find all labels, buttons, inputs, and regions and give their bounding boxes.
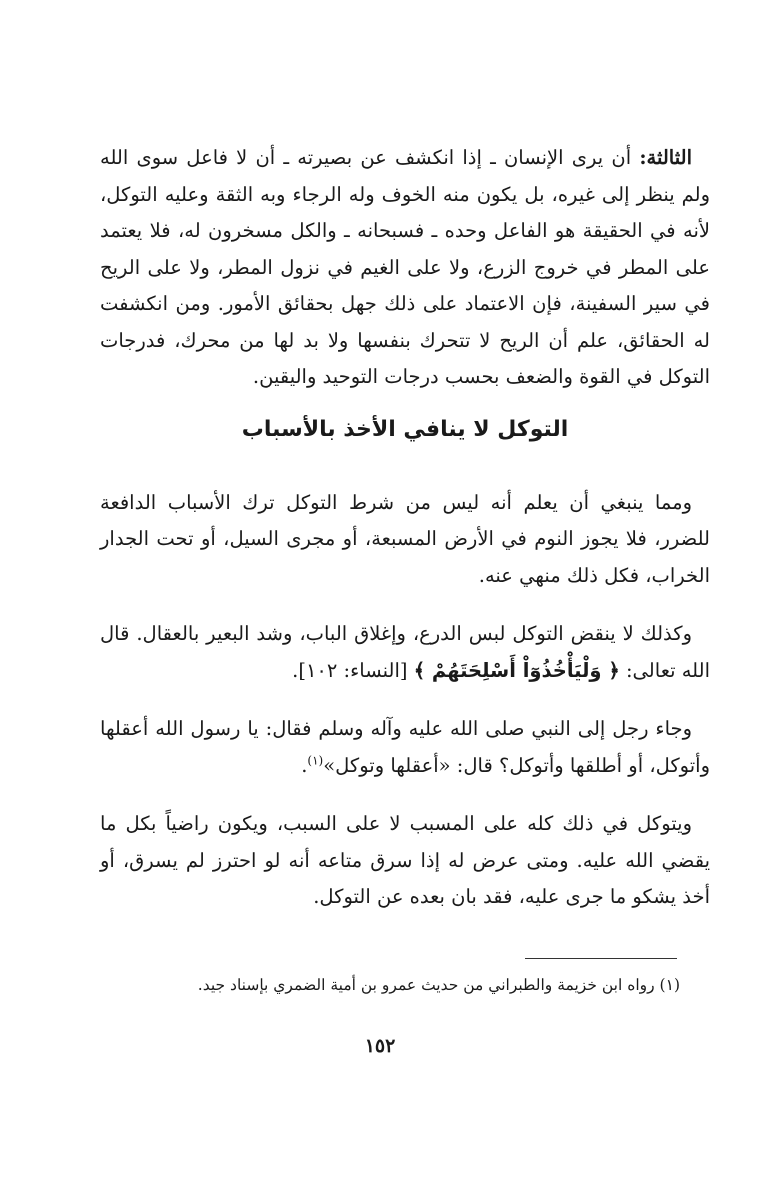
quran-citation: [النساء: ١٠٢].	[292, 658, 408, 682]
paragraph-hadith	[100, 711, 710, 784]
section-heading: التوكل لا ينافي الأخذ بالأسباب	[241, 416, 569, 442]
paragraph-text: وكذلك لا ينقض التوكل لبس الدرع، وإغلاق الباب، وشد البعير بالعقال. قال الله تعالى:	[100, 622, 710, 682]
paragraph-text: أن يرى الإنسان ـ إذا انكشف عن بصيرته ـ أن لا فاعل سوى الله ولم ينظر إلى غيره، بل يكون منه الخوف وله الرجاء وبه الثقة وعليه التوكل، لأنه في الحقيقة هو الفاعل وحده ـ فسبحانه ـ والكل مسخرون له، فلا يعتمد على المطر في خروج الزرع، ولا على الغيم في نزول المطر، ولا على الريح في سير السفينة، فإن الاعتماد على ذلك جهل بحقائق الأمور. ومن انكشفت له الحقائق، علم أن الريح لا تتحرك بنفسها ولا بد لها من محرك، فدرجات التوكل في القوة والضعف بحسب درجات التوحيد واليقين.	[100, 146, 710, 388]
paragraph-lead: الثالثة:	[639, 146, 692, 169]
paragraph-end-mark: .	[301, 753, 308, 777]
footnote-marker: (١)	[659, 976, 680, 994]
paragraph-text: ويتوكل في ذلك كله على المسبب لا على السبب، ويكون راضياً بكل ما يقضي الله عليه. ومتى عرض له إذا سرق متاعه أنه لو احترز لم يسرق، أو أخذ يشكو ما جرى عليه، فقد بان بعده عن التوكل.	[100, 812, 710, 908]
paragraph-causes	[100, 485, 710, 595]
paragraph-third-degree	[100, 140, 710, 396]
footnote-divider	[525, 958, 677, 959]
paragraph-reliance	[100, 806, 710, 916]
footnote-reference: (١)	[307, 753, 324, 767]
footnote	[100, 972, 680, 998]
page-number: ١٥٢	[364, 1035, 396, 1057]
paragraph-text: ومما ينبغي أن يعلم أنه ليس من شرط التوكل ترك الأسباب الدافعة للضرر، فلا يجوز النوم في الأرض المسبعة، أو مجرى السيل، أو تحت الجدار الخراب، فكل ذلك منهي عنه.	[100, 490, 710, 587]
paragraph-armor	[100, 616, 710, 689]
paragraph-text: وجاء رجل إلى النبي صلى الله عليه وآله وسلم فقال: يا رسول الله أعقلها وأتوكل، أو أطلقها وأتوكل؟ قال: «أعقلها وتوكل»	[100, 717, 710, 777]
page-body	[100, 140, 710, 916]
footnote-text: رواه ابن خزيمة والطبراني من حديث عمرو بن أمية الضمري بإسناد جيد.	[197, 976, 655, 994]
quran-verse: ﴿ وَلْيَأْخُذُوٓاْ أَسْلِحَتَهُمْ ﴾	[413, 658, 620, 682]
